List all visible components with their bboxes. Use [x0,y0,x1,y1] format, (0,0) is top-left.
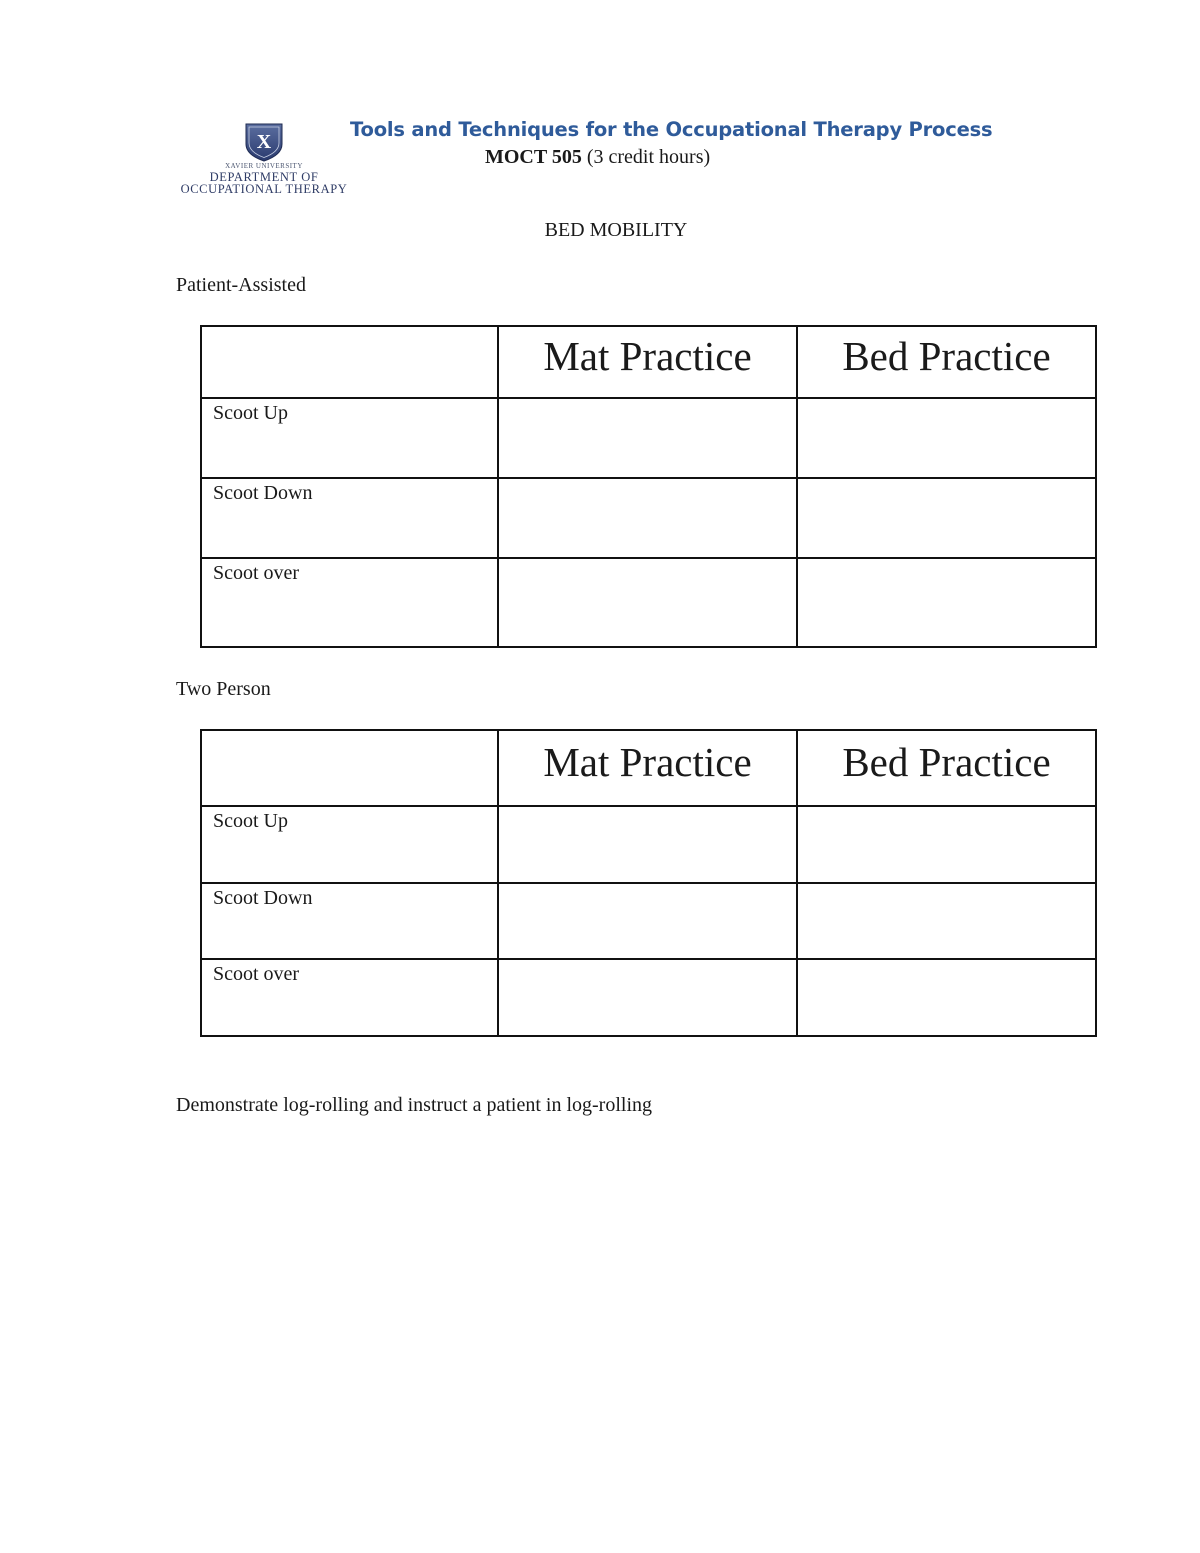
section-label-patient-assisted: Patient-Assisted [176,274,306,296]
course-title: Tools and Techniques for the Occupational Therapy Process [350,118,993,141]
department-name [176,171,352,195]
emblem-letter: X [256,131,272,153]
header-mat-practice: Mat Practice [498,326,797,398]
table-row [201,883,1096,959]
university-name: XAVIER UNIVERSITY [225,162,303,170]
document-heading: BED MOBILITY [544,219,688,241]
table-row [201,398,1096,478]
mat-practice-cell[interactable] [498,959,797,1036]
header-mat-practice: Mat Practice [498,730,797,806]
course-code: MOCT 505 [485,146,582,168]
table-header-row [201,730,1096,806]
header-bed-practice: Bed Practice [797,326,1096,398]
course-credits: (3 credit hours) [586,146,711,168]
table-row [201,806,1096,883]
bed-practice-cell[interactable] [797,883,1096,959]
department-line-1: DEPARTMENT OF [209,170,319,184]
row-label-scoot-up: Scoot Up [201,806,498,883]
section-label-two-person: Two Person [176,678,271,700]
mat-practice-cell[interactable] [498,478,797,558]
mat-practice-cell[interactable] [498,806,797,883]
row-label-scoot-up: Scoot Up [201,398,498,478]
bed-practice-cell[interactable] [797,959,1096,1036]
bed-practice-cell[interactable] [797,558,1096,647]
header-cell-blank [201,326,498,398]
mat-practice-cell[interactable] [498,558,797,647]
header-cell-blank [201,730,498,806]
bed-practice-cell[interactable] [797,806,1096,883]
header-bed-practice: Bed Practice [797,730,1096,806]
mat-practice-cell[interactable] [498,398,797,478]
bed-practice-cell[interactable] [797,478,1096,558]
table-header-row [201,326,1096,398]
table-row [201,478,1096,558]
course-code-line [485,146,710,169]
department-line-2: OCCUPATIONAL THERAPY [180,182,348,196]
xavier-shield-icon [176,122,352,162]
table-row [201,558,1096,647]
bed-practice-cell[interactable] [797,398,1096,478]
row-label-scoot-down: Scoot Down [201,883,498,959]
row-label-scoot-down: Scoot Down [201,478,498,558]
log-rolling-instruction: Demonstrate log-rolling and instruct a patient in log-rolling [176,1094,653,1116]
two-person-table [200,729,1097,1037]
table-row [201,959,1096,1036]
row-label-scoot-over: Scoot over [201,959,498,1036]
department-logo [176,122,352,200]
mat-practice-cell[interactable] [498,883,797,959]
patient-assisted-table [200,325,1097,648]
row-label-scoot-over: Scoot over [201,558,498,647]
